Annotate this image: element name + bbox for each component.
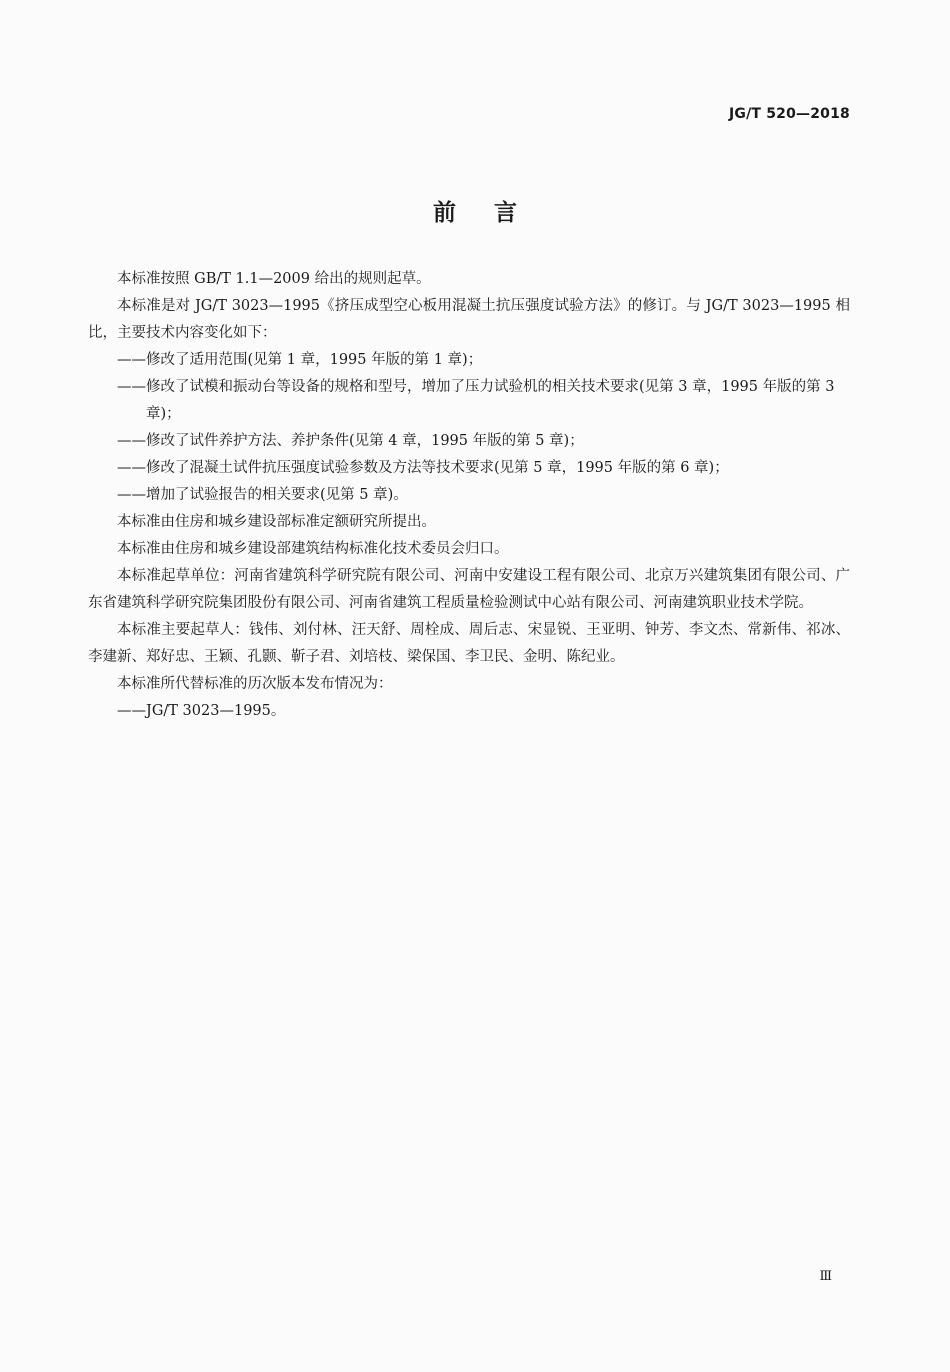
paragraph-history-intro: 本标准所代替标准的历次版本发布情况为： <box>117 676 393 692</box>
paragraph-drafting-rules: 本标准按照 GB/T 1.1—2009 给出的规则起草。 <box>117 271 431 287</box>
paragraph-drafters: 本标准主要起草人：钱伟、刘付林、汪天舒、周栓成、周后志、宋显锐、王亚明、钟芳、李文杰、常新伟、祁冰、李建新、郑好忠、王颖、孔颢、靳子君、刘培枝、梁保国、李卫民、金明、陈纪业。 <box>88 622 850 665</box>
page-title: 前言 <box>433 200 555 226</box>
foreword-body <box>88 266 850 725</box>
change-list-item: ——增加了试验报告的相关要求(见第 5 章)。 <box>117 487 408 503</box>
paragraph-revision-statement: 本标准是对 JG/T 3023—1995《挤压成型空心板用混凝土抗压强度试验方法》的修订。与 JG/T 3023—1995 相比，主要技术内容变化如下： <box>88 298 850 341</box>
paragraph-proposer: 本标准由住房和城乡建设部标准定额研究所提出。 <box>117 514 436 530</box>
change-list-item: ——修改了适用范围(见第 1 章，1995 年版的第 1 章)； <box>117 352 483 368</box>
change-list-item: ——修改了混凝土试件抗压强度试验参数及方法等技术要求(见第 5 章，1995 年版的第 6 章)； <box>117 460 729 476</box>
change-list-item: ——修改了试模和振动台等设备的规格和型号，增加了压力试验机的相关技术要求(见第 3 章，1995 年版的第 3 章)； <box>117 379 835 422</box>
paragraph-administrator: 本标准由住房和城乡建设部建筑结构标准化技术委员会归口。 <box>117 541 509 557</box>
history-list-item: ——JG/T 3023—1995。 <box>117 703 286 719</box>
standard-number: JG/T 520—2018 <box>728 106 850 122</box>
page-number: Ⅲ <box>819 1269 832 1284</box>
paragraph-drafting-units: 本标准起草单位：河南省建筑科学研究院有限公司、河南中安建设工程有限公司、北京万兴建筑集团有限公司、广东省建筑科学研究院集团股份有限公司、河南省建筑工程质量检验测试中心站有限公司、河南建筑职业技术学院。 <box>88 568 850 611</box>
change-list-item: ——修改了试件养护方法、养护条件(见第 4 章，1995 年版的第 5 章)； <box>117 433 584 449</box>
